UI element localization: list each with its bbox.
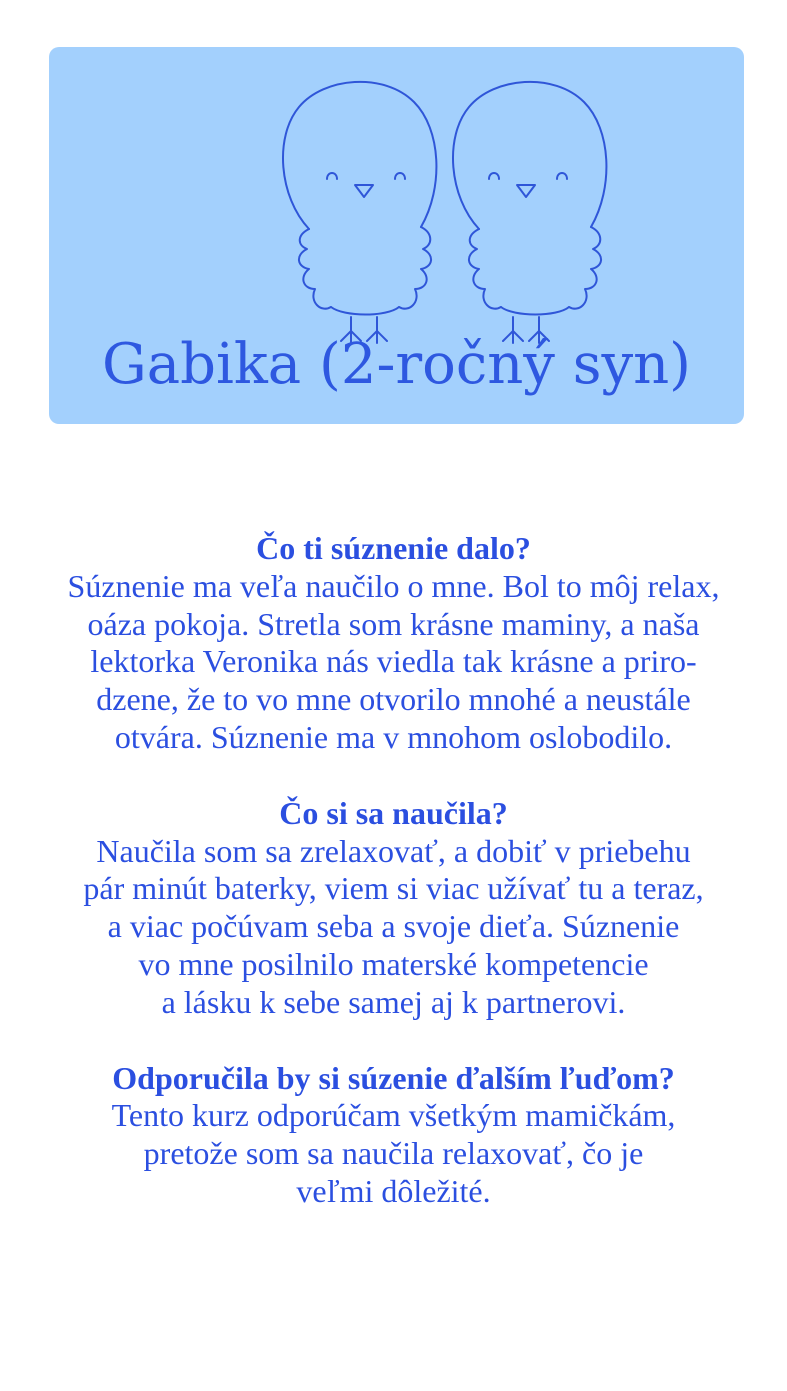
header-card (49, 47, 744, 424)
answer-line: dzene, že to vo mne otvorilo mnohé a neustále (96, 681, 691, 718)
page-title: Gabika (2-ročný syn) (101, 332, 692, 397)
section-recommend (0, 1060, 787, 1211)
testimonial-content (0, 530, 787, 1211)
section-question: Čo si sa naučila? (279, 794, 508, 831)
left-chick-icon (283, 82, 436, 343)
answer-line: Súznenie ma veľa naučilo o mne. Bol to môj relax, (67, 567, 720, 604)
answer-line: oáza pokoja. Stretla som krásne maminy, a naša (87, 605, 700, 642)
answer-line: pretože som sa naučila relaxovať, čo je (143, 1135, 644, 1172)
right-chick-icon (453, 82, 606, 343)
section-what-learned (0, 795, 787, 1022)
answer-line: a lásku k sebe samej aj k partnerovi. (161, 983, 626, 1020)
answer-line: otvára. Súznenie ma v mnohom oslobodilo. (114, 718, 673, 755)
answer-line: a viac počúvam seba a svoje dieťa. Súznenie (107, 908, 680, 945)
section-answer (0, 568, 787, 757)
answer-line: Tento kurz odporúčam všetkým mamičkám, (111, 1097, 676, 1134)
answer-line: veľmi dôležité. (296, 1172, 491, 1209)
answer-line: Naučila som sa zrelaxovať, a dobiť v priebehu (96, 832, 691, 869)
section-answer (0, 1097, 787, 1210)
answer-line: vo mne posilnilo materské kompetencie (138, 945, 649, 982)
answer-line: lektorka Veronika nás viedla tak krásne a priro- (90, 643, 697, 680)
section-question: Čo ti súznenie dalo? (256, 530, 531, 566)
two-chicks-icon (269, 67, 629, 367)
answer-line: pár minút baterky, viem si viac užívať tu a teraz, (83, 870, 704, 907)
section-what-it-gave (0, 530, 787, 757)
section-question: Odporučila by si súzenie ďalším ľuďom? (112, 1059, 675, 1096)
section-answer (0, 833, 787, 1022)
